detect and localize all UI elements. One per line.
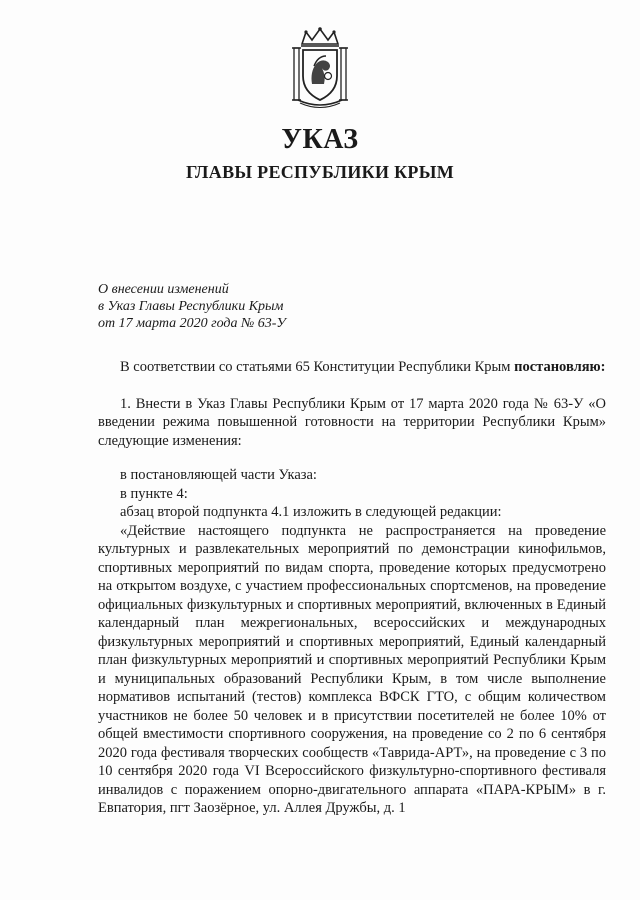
amendment-line: абзац второй подпункта 4.1 изложить в следующей редакции:: [120, 504, 502, 520]
preamble-text: В соответствии со статьями 65 Конституции Республики Крым: [120, 359, 515, 375]
document-subject: [98, 281, 398, 332]
subject-line: от 17 марта 2020 года № 63-У: [98, 316, 286, 331]
document-title: УКАЗ: [281, 124, 359, 155]
subject-line: в Указ Главы Республики Крым: [98, 299, 284, 314]
preamble-decree-word: постановляю:: [514, 359, 606, 375]
crimea-coat-of-arms-icon: [288, 26, 352, 108]
amendment-line: в постановляющей части Указа:: [120, 467, 317, 483]
amendment-line: в пункте 4:: [120, 485, 188, 502]
preamble-paragraph: [98, 358, 606, 377]
quoted-amendment-paragraph: «Действие настоящего подпункта не распространяется на проведение культурных и развлекательных мероприятий по демонстрации кинофильмов, спортивных мероприятий по видам спорта, проведение которых предусмотрено на открытом воздухе, с участием профессиональных спортсменов, на проведение официальных физкультурных и спортивных мероприятий, включенных в Единый календарный план межрегиональных, всероссийских и международных физкультурных мероприятий и спортивных мероприятий, Единый календарный план физкультурных мероприятий и спортивных мероприятий Республики Крым и муниципальных образований Республики Крым, в том числе выполнение нормативов испытаний (тестов) комплекса ВФСК ГТО, с общим количеством участников не более 50 человек и в присутствии посетителей не более 10% от общей вместимости спортивного сооружения, на проведение со 2 по 6 сентября 2020 года фестиваля творческих сообществ «Таврида-АРТ», на проведение с 3 по 10 сентября 2020 года VI Всероссийского физкультурно-спортивного фестиваля инвалидов с поражением опорно-двигательного аппарата «ПАРА-КРЫМ» в г. Евпатория, пгт Заозёрное, ул. Аллея Дружбы, д. 1: [98, 522, 606, 816]
subject-line: О внесении изменений: [98, 282, 229, 297]
item-1-paragraph: 1. Внести в Указ Главы Республики Крым от 17 марта 2020 года № 63-У «О введении режима повышенной готовности на территории Республики Крым» следующие изменения:: [98, 395, 606, 449]
document-body: [98, 358, 606, 818]
document-subtitle: ГЛАВЫ РЕСПУБЛИКИ КРЫМ: [186, 162, 454, 182]
